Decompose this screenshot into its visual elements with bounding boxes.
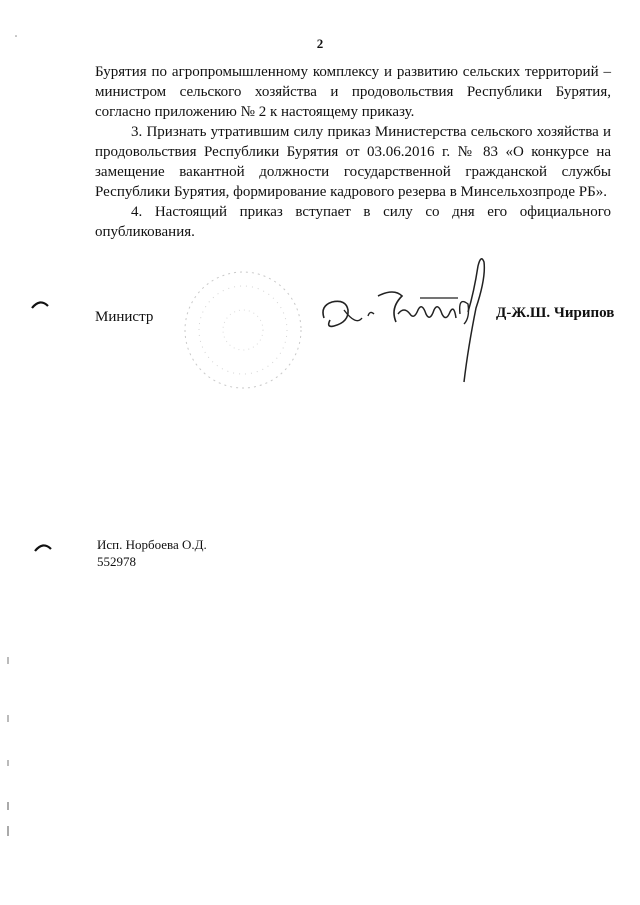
paragraph-item-4: 4. Настоящий приказ вступает в силу со дня его официального опубликования.	[95, 204, 611, 240]
signatory-title: Министр	[95, 309, 154, 325]
scan-edge-marks	[0, 0, 30, 905]
document-body	[95, 62, 611, 242]
page-number: 2	[316, 36, 324, 51]
executor-info	[97, 536, 207, 570]
seal-stamp	[178, 265, 308, 395]
paragraph-continuation: Бурятия по агропромышленному комплексу и развитию сельских территорий – министром сельского хозяйства и продовольствия Республики Бурятия, согласно приложению № 2 к настоящему приказу.	[95, 64, 611, 120]
signatory-name: Д-Ж.Ш. Чирипов	[496, 305, 615, 321]
executor-phone: 552978	[97, 554, 136, 569]
executor-name: Исп. Норбоева О.Д.	[97, 537, 207, 552]
punch-hole-mark	[33, 541, 53, 553]
punch-hole-mark	[30, 298, 50, 310]
handwritten-signature	[318, 252, 503, 387]
paragraph-item-3: 3. Признать утратившим силу приказ Министерства сельского хозяйства и продовольствия Республики Бурятия от 03.06.2016 г. № 83 «О конкурсе на замещение вакантной должности государственной гражданской службы Республики Бурятия, формирование кадрового резерва в Минсельхозпроде РБ».	[95, 124, 611, 200]
